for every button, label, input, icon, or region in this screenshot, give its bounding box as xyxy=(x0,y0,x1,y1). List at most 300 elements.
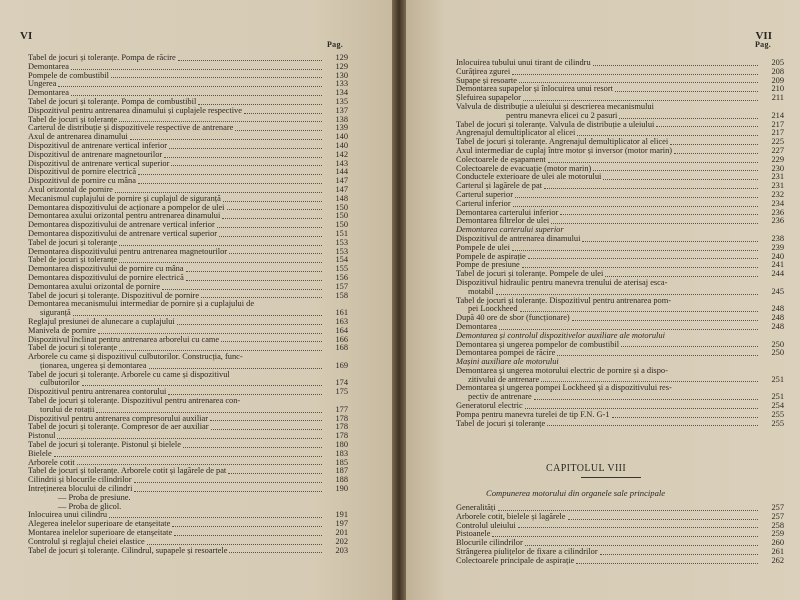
toc-entry xyxy=(28,371,348,380)
toc-entry xyxy=(456,147,784,156)
toc-page-number: 135 xyxy=(335,97,348,106)
dot-leader xyxy=(227,209,322,210)
toc-entry-text: Valvula de distribuție a uleiului și descrierea mecanismului xyxy=(456,102,654,111)
left-page-number: VI xyxy=(20,30,33,42)
toc-entry xyxy=(28,63,348,72)
toc-page-number: 129 xyxy=(335,54,348,62)
toc-page-number: 217 xyxy=(771,129,784,138)
dot-leader xyxy=(512,74,758,75)
dot-leader xyxy=(244,113,322,114)
toc-entry-text: Dispozitivul hidraulic pentru manevra trenului de aterisaj esca- xyxy=(456,278,668,287)
toc-entry xyxy=(456,191,784,200)
toc-page-number: 177 xyxy=(335,405,348,414)
toc-entry xyxy=(456,226,784,235)
toc-page-number: 238 xyxy=(771,234,784,243)
toc-page-number: 134 xyxy=(335,89,348,98)
dot-leader xyxy=(186,280,322,281)
chapter-toc-list xyxy=(456,504,784,566)
toc-entry xyxy=(28,406,348,415)
dot-leader xyxy=(518,527,758,528)
toc-entry-text: Supape și resoarte xyxy=(456,76,517,85)
toc-entry-text: Cilindrii și blocurile cilindrilor xyxy=(28,476,132,485)
toc-entry-text: Tabel de jocuri și toleranțe. Compresor de aer auxiliar xyxy=(28,423,209,432)
toc-entry xyxy=(456,314,784,323)
dot-leader xyxy=(119,245,322,246)
toc-entry xyxy=(456,341,784,350)
toc-entry xyxy=(456,77,784,86)
toc-entry-text: Tabel de jocuri și toleranțe xyxy=(456,419,546,428)
toc-entry xyxy=(456,59,784,68)
toc-entry xyxy=(28,116,348,125)
toc-page-number: 130 xyxy=(335,71,348,80)
toc-entry-text: Demontarea filtrelor de ulei xyxy=(456,217,550,226)
toc-entry-text: Generalități xyxy=(456,504,496,512)
toc-entry xyxy=(28,318,348,327)
toc-entry xyxy=(28,168,348,177)
toc-entry-text: Tabel de jocuri și toleranțe. Pistonul și bielele xyxy=(28,441,181,450)
dot-leader xyxy=(149,368,323,369)
toc-page-number: 140 xyxy=(335,133,348,142)
toc-entry xyxy=(28,300,348,309)
toc-entry xyxy=(28,450,348,459)
dot-leader xyxy=(670,144,758,145)
toc-entry xyxy=(28,274,348,283)
toc-page-number: 133 xyxy=(335,80,348,89)
toc-entry xyxy=(456,253,784,262)
toc-page-number: 150 xyxy=(335,221,348,230)
toc-entry-text: Demontarea carterului superior xyxy=(456,226,564,235)
toc-page-number: 248 xyxy=(771,314,784,323)
toc-entry-text: Dispozitivul pentru antrenarea dinamului și cuplajele respective xyxy=(28,106,242,115)
toc-entry-text: Demontarea xyxy=(456,322,497,331)
toc-entry xyxy=(28,80,348,89)
dot-leader xyxy=(183,447,322,448)
toc-entry xyxy=(456,530,784,539)
dot-leader xyxy=(71,95,322,96)
toc-entry xyxy=(28,292,348,301)
toc-page-number: 257 xyxy=(771,504,784,512)
toc-entry-text: Pistoanele xyxy=(456,530,491,539)
toc-entry xyxy=(28,503,348,512)
toc-entry xyxy=(28,221,348,230)
toc-page-number: 241 xyxy=(771,261,784,270)
toc-page-number: 140 xyxy=(335,141,348,150)
dot-leader xyxy=(178,60,322,61)
toc-page-number: 147 xyxy=(335,177,348,186)
toc-entry xyxy=(456,358,784,367)
toc-entry xyxy=(28,336,348,345)
toc-page-number: 260 xyxy=(771,539,784,548)
chapter-title: CAPITOLUL VIII xyxy=(546,463,627,474)
dot-leader xyxy=(572,320,758,321)
dot-leader xyxy=(612,417,758,418)
toc-page-number: 239 xyxy=(771,243,784,252)
toc-entry xyxy=(28,177,348,186)
toc-entry-text: Montarea inelelor superioare de etanșeitate xyxy=(28,529,173,538)
toc-entry xyxy=(456,261,784,270)
dot-leader xyxy=(593,170,758,171)
dot-leader xyxy=(541,381,758,382)
toc-entry-text: Pistonul xyxy=(28,432,56,441)
right-pag-header: Pag. xyxy=(755,40,772,49)
dot-leader xyxy=(119,121,322,122)
toc-entry xyxy=(456,323,784,332)
toc-entry-text: Întreținerea blocului de cilindri xyxy=(28,485,133,494)
dot-leader xyxy=(134,491,322,492)
toc-entry xyxy=(28,547,348,556)
toc-entry xyxy=(28,265,348,274)
toc-entry-text: Tabel de jocuri și toleranțe. Dispozitivul de pornire xyxy=(28,291,200,300)
toc-entry-text: Dispozitivul de pornire electrică xyxy=(28,168,137,177)
toc-page-number: 261 xyxy=(771,547,784,556)
dot-leader xyxy=(222,218,322,219)
dot-leader xyxy=(525,408,758,409)
toc-page-number: 148 xyxy=(335,194,348,203)
dot-leader xyxy=(229,253,322,254)
toc-entry-text: Angrenajul demultiplicator al elicei xyxy=(456,129,576,138)
toc-page-number: 229 xyxy=(771,155,784,164)
toc-entry xyxy=(456,279,784,288)
toc-page-number: 234 xyxy=(771,199,784,208)
toc-entry xyxy=(28,256,348,265)
toc-entry xyxy=(28,397,348,406)
toc-page-number: 227 xyxy=(771,146,784,155)
toc-entry-text: Demontarea carterului inferior xyxy=(456,208,559,217)
dot-leader xyxy=(512,250,758,251)
dot-leader xyxy=(172,526,322,527)
toc-page-number: 209 xyxy=(771,76,784,85)
toc-entry-text: Carterul și lagărele de pat xyxy=(456,182,543,191)
toc-entry-text: Tabel de jocuri și toleranțe xyxy=(28,256,118,265)
dot-leader xyxy=(57,438,322,439)
toc-page-number: 164 xyxy=(335,326,348,335)
dot-leader xyxy=(582,241,758,242)
toc-entry-text: Dispozitivul de antrenarea dinamului xyxy=(456,234,581,243)
toc-entry-text: Tabel de jocuri și toleranțe. Dispozitivul pentru antrenarea pom- xyxy=(456,296,671,305)
dot-leader xyxy=(534,399,758,400)
toc-entry-text: După 40 ore de sbor (funcționare) xyxy=(456,314,570,323)
dot-leader xyxy=(177,324,322,325)
toc-page-number: 248 xyxy=(771,322,784,331)
toc-entry xyxy=(456,235,784,244)
toc-entry xyxy=(456,548,784,557)
toc-entry xyxy=(28,494,348,503)
toc-page-number: 174 xyxy=(335,379,348,388)
dot-leader xyxy=(235,130,322,131)
toc-page-number: 254 xyxy=(771,402,784,411)
toc-entry xyxy=(28,353,348,362)
toc-entry-text: Șlefuirea supapelor xyxy=(456,94,521,103)
toc-page-number: 251 xyxy=(771,393,784,402)
toc-page-number: 236 xyxy=(771,217,784,226)
toc-entry-text: Demontarea xyxy=(28,62,69,71)
toc-entry xyxy=(456,504,784,513)
toc-entry-text: Ungerea xyxy=(28,80,57,89)
toc-entry xyxy=(456,288,784,297)
toc-entry xyxy=(456,557,784,566)
toc-entry-text: Reglajul presiunei de alunecare a cuplajului xyxy=(28,317,175,326)
toc-entry xyxy=(28,124,348,133)
toc-entry-text: Carterul de distribuție și dispozitivele respective de antrenare xyxy=(28,124,234,133)
toc-entry xyxy=(28,133,348,142)
toc-entry xyxy=(28,248,348,257)
toc-entry-text: Demontarea dispozitivului pentru antrenarea magnetourilor xyxy=(28,247,228,256)
toc-entry-text: Carterul superior xyxy=(456,190,513,199)
toc-entry xyxy=(28,98,348,107)
dot-leader xyxy=(58,86,322,87)
dot-leader xyxy=(201,297,322,298)
toc-entry xyxy=(28,107,348,116)
toc-entry-text: Pompele de combustibil xyxy=(28,71,109,80)
toc-entry-text: Tabel de jocuri și toleranțe. Pompele de ulei xyxy=(456,270,604,279)
toc-entry-text: Demontarea dispozitivului de pornire cu mâna xyxy=(28,265,184,274)
toc-entry xyxy=(456,165,784,174)
dot-leader xyxy=(600,554,758,555)
dot-leader xyxy=(147,544,322,545)
toc-entry-text: pentru manevra elicei cu 2 pasuri xyxy=(506,111,618,120)
toc-page-number: 205 xyxy=(771,59,784,67)
chapter-divider xyxy=(581,477,641,478)
toc-entry xyxy=(456,85,784,94)
toc-entry xyxy=(456,182,784,191)
toc-page-number: 178 xyxy=(335,423,348,432)
toc-page-number: 168 xyxy=(335,344,348,353)
dot-leader xyxy=(109,517,322,518)
dot-leader xyxy=(119,350,322,351)
toc-entry xyxy=(28,239,348,248)
toc-entry-text: Strângerea piulițelor de fixare a cilindrilor xyxy=(456,547,598,556)
toc-entry-text: Tabel de jocuri și toleranțe. Arborele cotit și lagărele de pat xyxy=(28,467,227,476)
dot-leader xyxy=(211,429,322,430)
toc-entry-text: Pompele de ulei xyxy=(456,243,510,252)
toc-entry xyxy=(28,195,348,204)
toc-entry xyxy=(28,379,348,388)
dot-leader xyxy=(210,420,322,421)
toc-entry-text: Tabel de jocuri și toleranțe xyxy=(28,115,118,124)
toc-entry-text: Demontarea axului orizontal de pornire xyxy=(28,282,161,291)
toc-entry-text: Colectoarele principale de aspirație xyxy=(456,556,575,565)
toc-entry xyxy=(456,522,784,531)
dot-leader xyxy=(615,91,758,92)
toc-entry-text: Dispozitivul de pornire cu mâna xyxy=(28,177,136,186)
toc-entry-text: Dispozitivul pentru antrenarea compresorului auxiliar xyxy=(28,414,209,423)
toc-page-number: 236 xyxy=(771,208,784,217)
toc-entry-text: Demontarea axului orizontal pentru antrenarea dinamului xyxy=(28,212,221,221)
dot-leader xyxy=(519,82,758,83)
toc-page-number: 203 xyxy=(335,546,348,555)
toc-entry xyxy=(456,305,784,314)
toc-page-number: 183 xyxy=(335,449,348,458)
dot-leader xyxy=(547,425,758,426)
toc-entry-text: pei Loockheed xyxy=(468,305,518,314)
toc-page-number: 190 xyxy=(335,485,348,494)
left-toc-list xyxy=(28,54,348,555)
toc-entry-text: Demontarea xyxy=(28,89,69,98)
dot-leader xyxy=(520,311,758,312)
dot-leader xyxy=(171,165,322,166)
toc-entry-text: Tabel de jocuri și toleranțe xyxy=(28,238,118,247)
toc-page-number: 154 xyxy=(335,256,348,265)
toc-entry xyxy=(28,441,348,450)
toc-page-number: 153 xyxy=(335,247,348,256)
toc-entry-text: culbutorilor xyxy=(40,379,80,388)
toc-entry-text: Demontarea mecanismului intermediar de pornire și a cuplajului de xyxy=(28,300,255,309)
toc-entry xyxy=(456,217,784,226)
toc-entry-text: Tabel de jocuri și toleranțe. Valvula de distribuție a uleiului xyxy=(456,120,655,129)
toc-entry-text: Dispozitivul pentru antrenarea contorului xyxy=(28,388,167,397)
toc-entry xyxy=(456,200,784,209)
toc-page-number: 151 xyxy=(335,229,348,238)
dot-leader xyxy=(528,258,758,259)
toc-entry-text: Demontarea și ungerea pompei Lockheed și a dispozitivului res- xyxy=(456,384,672,393)
toc-entry-text: — Proba de glicol. xyxy=(58,502,122,511)
toc-entry-text: Alegerea inelelor superioare de etanșeitate xyxy=(28,520,171,529)
toc-entry xyxy=(28,520,348,529)
toc-entry-text: siguranță xyxy=(40,309,71,318)
toc-entry-text: Axul intermediar de cuplaj între motor și inversor (motor marin) xyxy=(456,146,673,155)
toc-entry xyxy=(456,156,784,165)
toc-entry xyxy=(28,212,348,221)
toc-entry-text: Controlul și reglajul cheiei elastice xyxy=(28,537,145,546)
toc-entry xyxy=(456,420,784,429)
dot-leader xyxy=(162,289,322,290)
dot-leader xyxy=(130,139,322,140)
toc-entry xyxy=(28,344,348,353)
toc-page-number: 201 xyxy=(335,529,348,538)
dot-leader xyxy=(568,519,758,520)
toc-entry-text: Dispozitivul înclinat pentru antrenarea arborelui cu came xyxy=(28,335,220,344)
toc-entry-text: Demontarea supapelor și înlocuirea unui resort xyxy=(456,85,613,94)
toc-page-number: 231 xyxy=(771,182,784,191)
toc-entry-text: Demontarea și ungerea pompelor de combustibil xyxy=(456,340,620,349)
toc-page-number: 178 xyxy=(335,432,348,441)
toc-entry xyxy=(28,511,348,520)
toc-entry xyxy=(28,467,348,476)
dot-leader xyxy=(513,206,758,207)
toc-page-number: 210 xyxy=(771,85,784,94)
toc-entry xyxy=(28,72,348,81)
toc-entry xyxy=(28,142,348,151)
dot-leader xyxy=(217,227,322,228)
toc-entry xyxy=(456,384,784,393)
dot-leader xyxy=(496,294,758,295)
toc-entry xyxy=(28,423,348,432)
toc-entry-text: Mecanismul cuplajului de pornire și cuplajul de siguranță xyxy=(28,194,221,203)
toc-entry xyxy=(28,388,348,397)
dot-leader xyxy=(221,341,322,342)
toc-page-number: 191 xyxy=(335,511,348,520)
toc-entry-text: Tabel de jocuri și toleranțe. Angrenajul demultiplicator al elicei xyxy=(456,138,669,147)
toc-page-number: 240 xyxy=(771,252,784,261)
toc-page-number: 257 xyxy=(771,512,784,521)
toc-page-number: 153 xyxy=(335,238,348,247)
dot-leader xyxy=(98,333,322,334)
toc-entry xyxy=(456,244,784,253)
toc-entry-text: Pompe de presiune xyxy=(456,261,520,270)
toc-page-number: 258 xyxy=(771,521,784,530)
toc-entry-text: Colectoarele de evacuație (motor marin) xyxy=(456,164,592,173)
dot-leader xyxy=(619,118,758,119)
toc-entry xyxy=(456,173,784,182)
toc-entry xyxy=(456,539,784,548)
toc-entry xyxy=(456,332,784,341)
toc-entry-text: Pompa pentru manevra turelei de tip F.N. G-1 xyxy=(456,410,610,419)
dot-leader xyxy=(577,135,758,136)
toc-entry-text: Axul de antrenarea dinamului xyxy=(28,133,128,142)
toc-entry xyxy=(28,459,348,468)
toc-page-number: 142 xyxy=(335,150,348,159)
toc-entry-text: Dispozitivul de antrenare vertical inferior xyxy=(28,141,168,150)
dot-leader xyxy=(498,510,758,511)
toc-entry-text: Pompele de aspirație xyxy=(456,252,526,261)
dot-leader xyxy=(560,214,758,215)
chapter-subtitle: Compunerea motorului din organele sale principale xyxy=(486,488,666,498)
toc-page-number: 231 xyxy=(771,173,784,182)
toc-entry xyxy=(456,68,784,77)
toc-page-number: 137 xyxy=(335,106,348,115)
toc-entry xyxy=(456,138,784,147)
toc-entry xyxy=(456,129,784,138)
toc-entry-text: torului de rotații xyxy=(40,405,95,414)
toc-page-number: 250 xyxy=(771,340,784,349)
dot-leader xyxy=(115,192,322,193)
toc-entry-text: Dispozitivul de antrenare vertical superior xyxy=(28,159,170,168)
toc-entry-text: Generatorul electric xyxy=(456,402,523,411)
toc-page-number: 155 xyxy=(335,265,348,274)
toc-entry xyxy=(28,362,348,371)
toc-page-number: 150 xyxy=(335,212,348,221)
toc-entry xyxy=(28,151,348,160)
toc-page-number: 211 xyxy=(771,94,784,103)
toc-entry-text: Tabel de jocuri și toleranțe. Pompa de combustibil xyxy=(28,97,197,106)
dot-leader xyxy=(134,482,322,483)
toc-entry-text: Curățirea zgurei xyxy=(456,67,511,76)
toc-entry xyxy=(456,94,784,103)
toc-entry xyxy=(28,89,348,98)
toc-entry xyxy=(28,204,348,213)
toc-page-number: 144 xyxy=(335,168,348,177)
dot-leader xyxy=(164,157,322,158)
toc-entry-text: Carterul inferior xyxy=(456,199,511,208)
toc-page-number: 178 xyxy=(335,414,348,423)
dot-leader xyxy=(523,100,758,101)
toc-page-number: 255 xyxy=(771,410,784,419)
toc-entry-text: Conductele exterioare de ulei ale motorului xyxy=(456,173,602,182)
toc-page-number: 139 xyxy=(335,124,348,133)
toc-entry xyxy=(456,297,784,306)
toc-page-number: 163 xyxy=(335,317,348,326)
dot-leader xyxy=(82,385,322,386)
dot-leader xyxy=(198,104,322,105)
toc-entry xyxy=(28,538,348,547)
dot-leader xyxy=(576,563,758,564)
toc-page-number: 232 xyxy=(771,190,784,199)
dot-leader xyxy=(71,69,322,70)
dot-leader xyxy=(515,197,758,198)
toc-entry-text: Demontarea și ungerea motorului electric de pornire și a dispo- xyxy=(456,366,668,375)
dot-leader xyxy=(229,552,322,553)
dot-leader xyxy=(111,77,322,78)
dot-leader xyxy=(223,201,322,202)
toc-entry xyxy=(28,485,348,494)
toc-entry-text: Arborele cu came și dispozitivul culbutorilor. Construcția, func- xyxy=(28,353,243,362)
toc-page-number: 143 xyxy=(335,159,348,168)
toc-page-number: 187 xyxy=(335,467,348,476)
toc-entry-text: — Proba de presiune. xyxy=(58,493,131,502)
dot-leader xyxy=(77,464,322,465)
toc-entry xyxy=(28,230,348,239)
toc-entry xyxy=(456,411,784,420)
